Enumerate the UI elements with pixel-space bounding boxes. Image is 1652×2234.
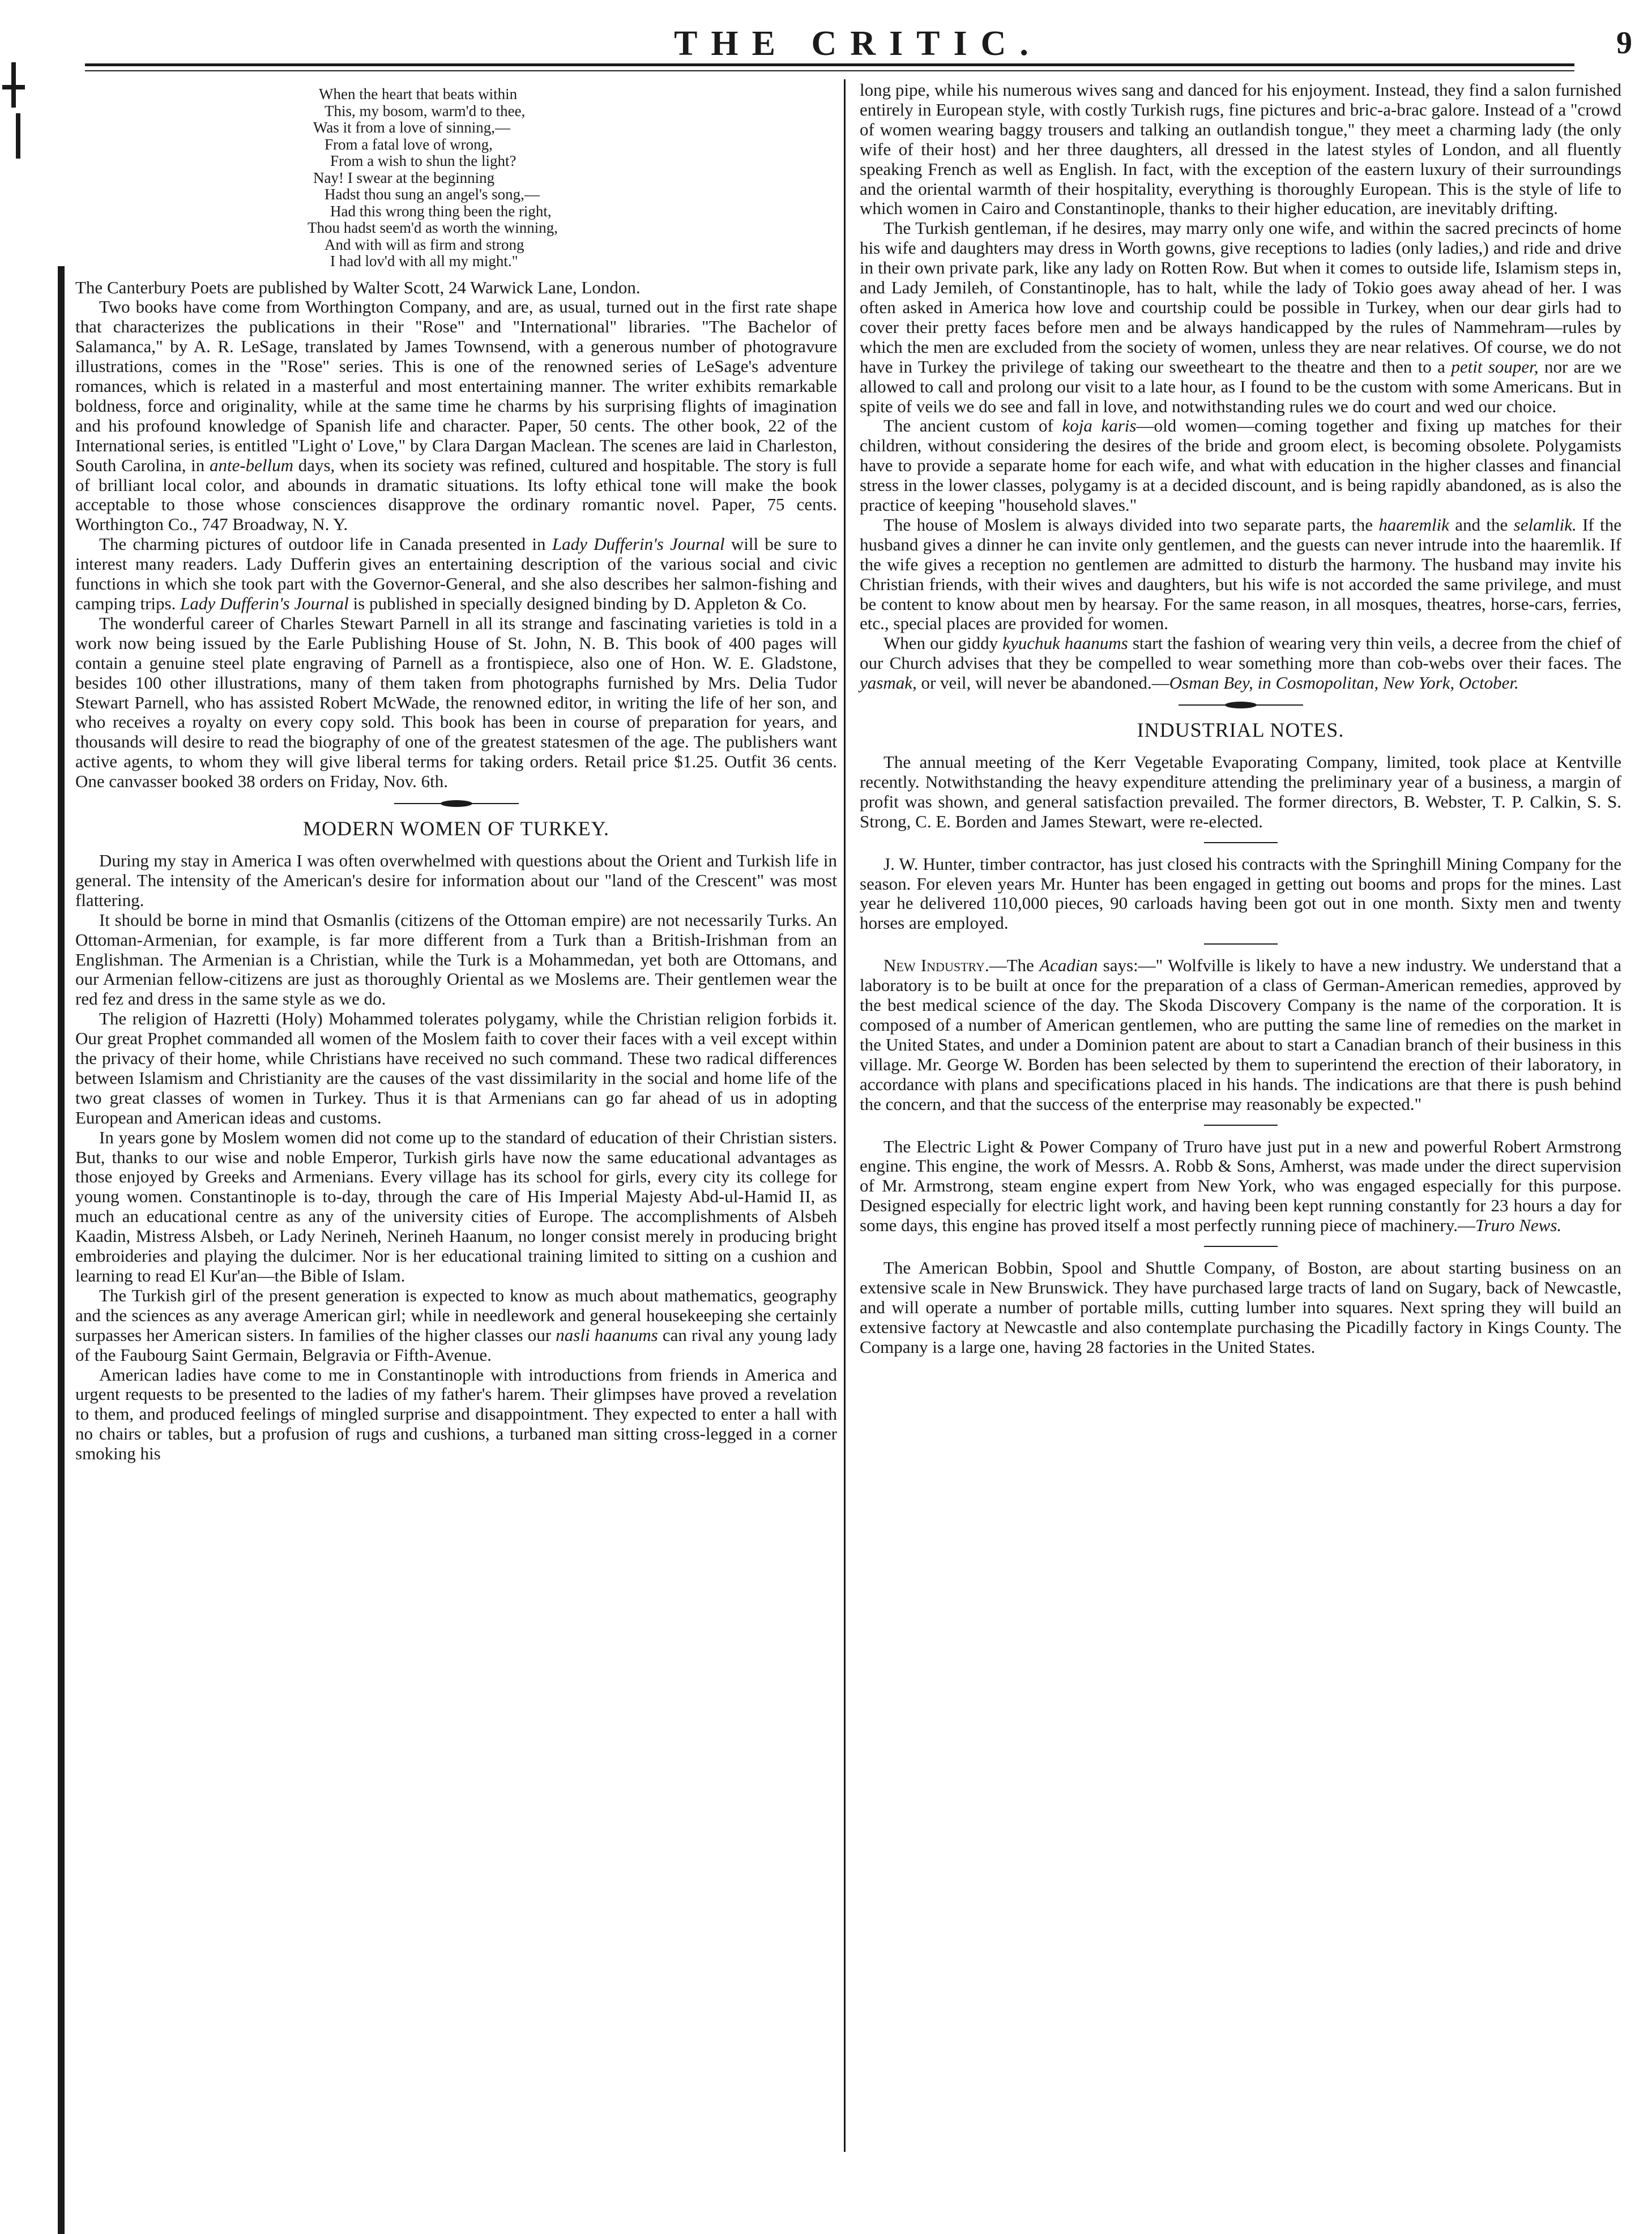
paragraph: J. W. Hunter, timber contractor, has just closed his contracts with the Springhill Mining Company for the season. For eleven years Mr. Hunter has been engaged in getting out booms and props for the mines. Last year he delivered 110,000 pieces, 90 carloads having been got out in one month. Sixty men and twenty horses are employed. [860,853,1621,933]
page-number: 9 [1616,25,1632,61]
poem-line: Was it from a love of sinning,— [313,119,511,136]
poem-line: From a fatal love of wrong, [325,135,493,153]
paragraph: The Turkish girl of the present generation is expected to know as much about mathematics, geography and the sciences as any average American girl; while in needlework and general housekeeping she certainly surpasses her American sisters. In families of the higher classes our nasli haanums can rival any young lady of the Faubourg Saint Germain, Belgravia or Fifth-Avenue. [75,1285,837,1365]
column-divider [844,79,846,2152]
poem-line: Had this wrong thing been the right, [330,202,552,220]
short-divider [860,832,1621,855]
paragraph: The Canterbury Poets are published by Walter Scott, 24 Warwick Lane, London. [75,277,641,297]
right-column [860,80,1621,1357]
poem-line: I had lov'd with all my might." [330,253,518,270]
masthead-rule [85,70,1574,71]
paragraph: long pipe, while his numerous wives sang and danced for his enjoyment. Instead, they find a salon furnished entirely in European style, with costly Turkish rugs, fine pictures and bric-a-brac galore. Instead of a "crowd of women wearing baggy trousers and talking an outlandish tongue," they meet a charming lady (the only wife of their host) and her three daughters, all dressed in the latest styles of London, and all fluently speaking French as well as English. In fact, with the exception of the eastern luxury of their surroundings and the oriental warmth of their hospitality, everything is thoroughly European. This is the style of life to which women in Cairo and Constantinople, thanks to their higher education, are inevitably drifting. [860,80,1621,219]
paragraph: The annual meeting of the Kerr Vegetable Evaporating Company, limited, took place at Kentville recently. Notwithstanding the heavy expenditure attending the preliminary year of a business, a margin of profit was shown, and general satisfaction prevailed. The former directors, B. Webster, T. P. Calkin, S. S. Strong, C. E. Borden and James Stewart, were re-elected. [860,752,1621,831]
poem-line: This, my bosom, warm'd to thee, [325,102,526,119]
paragraph: The charming pictures of outdoor life in Canada presented in Lady Dufferin's Journal will be sure to interest many readers. Lady Dufferin gives an entertaining description of the various social and civic functions in which she took part with the Governor-General, and she also describes her salmon-fishing and camping trips. Lady Dufferin's Journal is published in specially designed binding by D. Appleton & Co. [75,534,838,613]
masthead-rule [85,63,1574,66]
short-divider [860,933,1621,956]
short-divider [860,1236,1621,1258]
paragraph: In years gone by Moslem women did not come up to the standard of education of their Christian sisters. But, thanks to our wise and noble Emperor, Turkish girls have now the same educational advantages as those enjoyed by Greeks and Armenians. Every village has its school for girls, every city its college for young women. Constantinople is to-day, through the care of His Imperial Majesty Abd-ul-Hamid II, as much an educational centre as any of the university cities of Europe. The accomplishments of Alsbeh Kaadin, Mistress Alsbeh, or Lady Nerineh, Nerineh Haanum, no longer consist merely in producing bright embroideries and playing the dulcimer. Nor is her educational training limited to sitting on a cushion and learning to read El Kur'an—the Bible of Islam. [75,1127,837,1285]
paragraph: When our giddy kyuchuk haanums start the fashion of wearing very thin veils, a decree from the chief of our Church advises that they be compelled to wear something more than cob-webs over their faces. The yasmak, or veil, will never be abandoned.—Osman Bey, in Cosmopolitan, New York, October. [860,633,1621,693]
paragraph: During my stay in America I was often overwhelmed with questions about the Orient and Turkish life in general. The intensity of the American's desire for information about our "land of the Crescent" was most flattering. [75,850,837,910]
paragraph: Two books have come from Worthington Company, and are, as usual, turned out in the first rate shape that characterizes the publications in their "Rose" and "International" libraries. "The Bachelor of Salamanca," by A. R. LeSage, translated by James Townsend, with a generous number of photogravure illustrations, comes in the "Rose" series. This is one of the renowned series of LeSage's adventure romances, which is related in a masterful and most entertaining manner. The writer exhibits remarkable boldness, force and originality, while at the same time he charms by his surprising flights of imagination and his profound knowledge of Spanish life and character. Paper, 50 cents. The other book, 22 of the International series, is entitled "Light o' Love," by Clara Dargan Maclean. The scenes are laid in Charleston, South Carolina, in ante-bellum days, when its society was refined, cultured and hospitable. The story is full of brilliant local color, and abounds in dramatic situations. Its lofty ethical tone will make the book acceptable to those whose consciences disapprove the ordinary romantic novel. Paper, 75 cents. Worthington Co., 747 Broadway, N. Y. [75,297,838,535]
poem-line: Thou hadst seem'd as worth the winning, [308,219,558,236]
paragraph: The religion of Hazretti (Holy) Mohammed tolerates polygamy, while the Christian religion forbids it. Our great Prophet commanded all women of the Moslem faith to cover their faces with a veil except within the privacy of their home, while Christians have received no such command. These two radical differences between Islamism and Christianity are the causes of the vast dissimilarity in the social and home life of the two great classes of women in Turkey. Thus it is that Armenians can go far ahead of us in adopting European and American ideas and customs. [75,1009,837,1127]
paragraph: The Electric Light & Power Company of Truro have just put in a new and powerful Robert Armstrong engine. This engine, the work of Messrs. A. Robb & Sons, Amherst, was made under the direct supervision of Mr. Armstrong, steam engine expert from New York, who was engaged especially for this purpose. Designed especially for electric light work, and having been kept running constantly for 23 hours a day for some days, this engine has proved itself a most perfectly running piece of machinery.—Truro News. [860,1136,1621,1236]
article-heading: MODERN WOMEN OF TURKEY. [302,817,610,840]
masthead-title: THE CRITIC. [674,24,1042,63]
scan-margin-bar [58,266,65,2234]
section-divider [860,693,1621,718]
section-divider [75,792,837,817]
poem-line: Nay! I swear at the beginning [313,169,495,186]
paragraph: New Industry.—The Acadian says:—" Wolfville is likely to have a new industry. We understand that a laboratory is to be built at once for the preparation of a class of German-American remedies, approved by the best medical science of the day. The Skoda Discovery Company is the name of the corporation. It is composed of a number of American gentlemen, who are putting the same line of remedies on the market in the United States, and under a Dominion patent are about to start a Canadian branch of their business in this village. Mr. George W. Borden has been selected by them to superintend the erection of their laboratory, in accordance with plans and specifications placed in his hands. The indications are that there is push behind the concern, and that the success of the enterprise may reasonably be expected." [860,955,1622,1114]
short-divider [860,1114,1621,1137]
paragraph: The American Bobbin, Spool and Shuttle Company, of Boston, are about starting business on an extensive scale in New Brunswick. They have purchased large tracts of land on Sugary, back of Newcastle, and will operate a number of portable mills, cutting lumber into squares. Next spring they will build an extensive factory at Newcastle and also contemplate purchasing the Picadilly factory in Kings County. The Company is a large one, having 28 factories in the United States. [860,1258,1621,1357]
paragraph: The Turkish gentleman, if he desires, may marry only one wife, and within the sacred precincts of home his wife and daughters may dress in Worth gowns, give receptions to ladies (only ladies,) and ride and drive in their own private park, like any lady on Rotten Row. But when it comes to outside life, Islamism steps in, and Lady Jemileh, of Constantinople, has to halt, while the lady of Tokio goes away ahead of her. I was often asked in America how love and courtship could be possible in Turkey, when our dear girls had to cover their pretty faces before men and be always handicapped by the rules of Nammehram—rules by which the men are excluded from the society of women, unless they are near relatives. Of course, we do not have in Turkey the privilege of taking our sweetheart to the theatre and then to a petit souper, nor are we allowed to call and prolong our visit to a late hour, as I found to be the custom with some Americans. But in spite of veils we do see and fall in love, and notwithstanding rules we do court and wed our choice. [860,218,1622,416]
poem-line: When the heart that beats within [319,86,518,102]
article-heading: INDUSTRIAL NOTES. [1137,719,1344,742]
masthead [74,22,1642,78]
scan-margin-mark [11,62,16,108]
paragraph: The ancient custom of koja karis—old women—coming together and fixing up matches for their children, without considering the desires of the bride and groom elect, is becoming obsolete. Polygamists have to provide a separate home for each wife, and what with education in the higher classes and financial stress in the lower classes, polygamy is at a decided discount, and is being rapidly abandoned, as is also the practice of keeping "household slaves." [860,416,1622,515]
paragraph: It should be borne in mind that Osmanlis (citizens of the Ottoman empire) are not necessarily Turks. An Ottoman-Armenian, for example, is far more different from a Turk than a British-Irishman from an Englishman. The Armenian is a Christian, while the Turk is a Mohammedan, yet both are Ottomans, and our Armenian fellow-citizens are just as thoroughly Oriental as we Moslems are. Their gentlemen wear the red fez and dress in the same style as we do. [75,909,837,1009]
paragraph: The house of Moslem is always divided into two separate parts, the haaremlik and the selamlik. If the husband gives a dinner he can invite only gentlemen, and the guests can never intrude into the haaremlik. If the wife gives a reception no gentlemen are admitted to disturb the harmony. The husband may invite his Christian friends, with their wives and daughters, but his wife is not accorded the same privilege, and must be content to know about men by hearsay. For the same reason, in all mosques, theatres, horse-cars, ferries, etc., special places are provided for women. [860,514,1621,634]
paragraph: American ladies have come to me in Constantinople with introductions from friends in America and urgent requests to be presented to the ladies of my father's harem. Their glimpses have proved a revelation to them, and produced feelings of mingled surprise and disappointment. They expected to enter a hall with no chairs or tables, but a profusion of rugs and cushions, a turbaned man sitting cross-legged in a corner smoking his [75,1364,837,1464]
paragraph: The wonderful career of Charles Stewart Parnell in all its strange and fascinating varieties is told in a work now being issued by the Earle Publishing House of St. John, N. B. This book of 400 pages will contain a genuine steel plate engraving of Parnell as a frontispiece, also one of Hon. W. E. Gladstone, besides 100 other illustrations, many of them taken from photographs furnished by Mrs. Delia Tudor Stewart Parnell, who has assisted Robert McWade, the renowned editor, in writing the life of her son, and who receives a royalty on every copy sold. This book has been in course of preparation for years, and thousands will desire to read the biography of one of the greatest statesmen of the age. The publishers want active agents, to whom they will give liberal terms for taking orders. Retail price $1.25. Outfit 36 cents. One canvasser booked 38 orders on Friday, Nov. 6th. [75,613,837,792]
poem-line: Hadst thou sung an angel's song,— [325,186,540,203]
poem [75,86,837,270]
scan-margin-mark [16,113,20,159]
poem-line: From a wish to shun the light? [330,152,516,169]
left-column [75,80,837,1464]
poem-line: And with will as firm and strong [325,236,524,253]
